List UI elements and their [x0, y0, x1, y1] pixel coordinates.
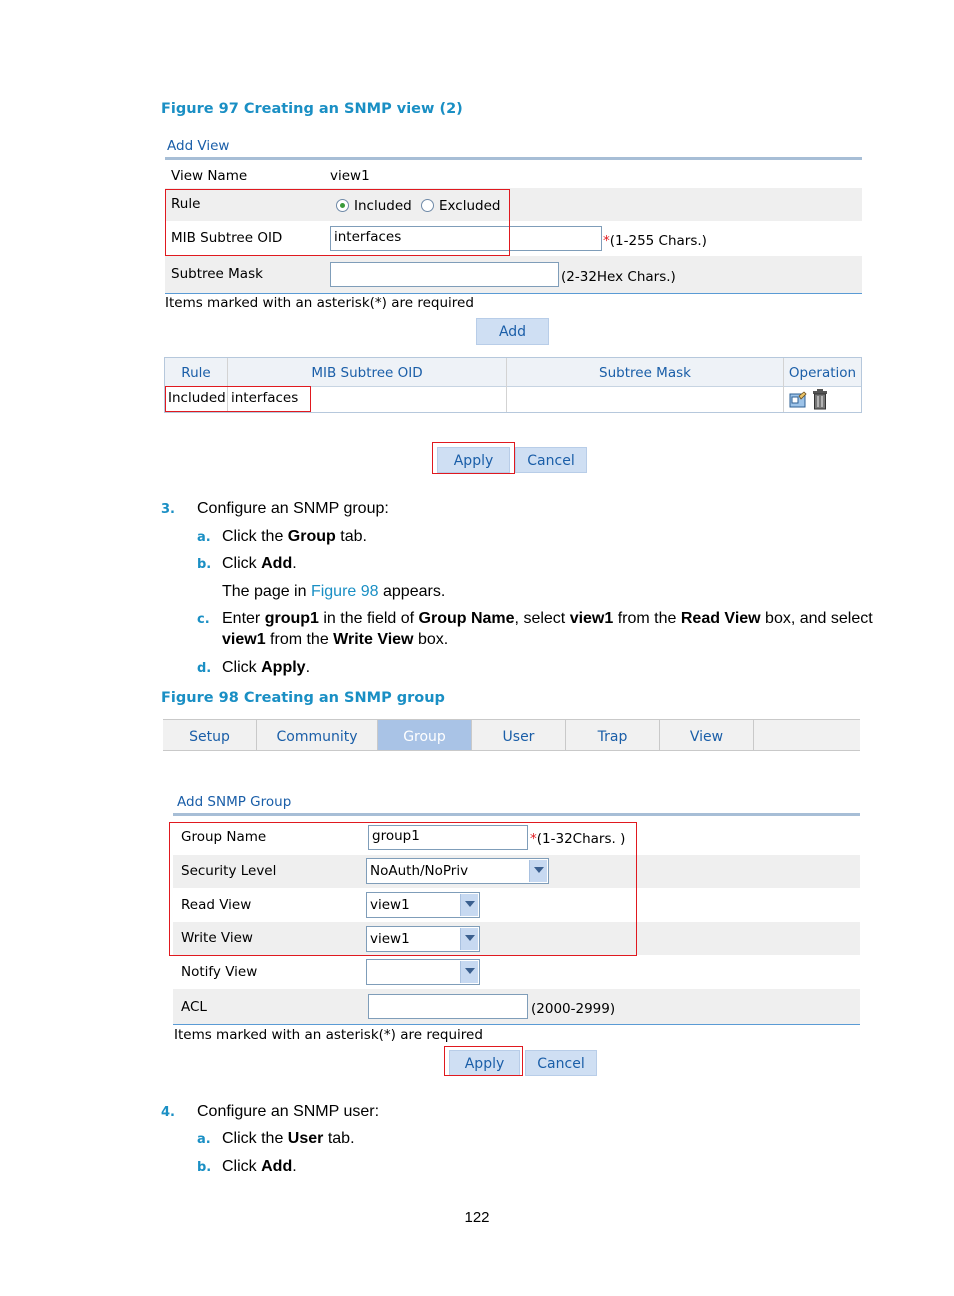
subtree-mask-label: Subtree Mask — [171, 266, 263, 282]
step-3c-text-line1: Enter group1 in the field of Group Name, select view1 from the Read View box, and select — [222, 610, 873, 627]
tab-view[interactable]: View — [660, 720, 754, 750]
step-3d-text: Click Apply. — [222, 659, 311, 676]
mib-subtree-label: MIB Subtree OID — [171, 230, 283, 246]
th-subtree-mask: Subtree Mask — [599, 365, 691, 381]
acl-input[interactable] — [368, 994, 528, 1019]
group-name-label: Group Name — [181, 829, 267, 845]
security-level-select[interactable]: NoAuth/NoPriv — [366, 858, 549, 884]
subtree-mask-hint: (2-32Hex Chars.) — [561, 269, 676, 285]
th-operation: Operation — [788, 365, 857, 381]
section-divider — [165, 157, 862, 160]
apply-button-view[interactable]: Apply — [437, 447, 510, 473]
view-name-value: view1 — [330, 168, 370, 184]
form-bottom-divider — [165, 293, 862, 294]
th-mib-subtree: MIB Subtree OID — [311, 365, 423, 381]
step-3-number: 3. — [161, 502, 175, 517]
rule-excluded-label: Excluded — [439, 198, 501, 214]
highlight-rule-mib — [165, 189, 510, 256]
read-view-label: Read View — [181, 897, 252, 913]
security-level-label: Security Level — [181, 863, 277, 879]
step-4b-letter: b. — [197, 1160, 212, 1175]
edit-icon[interactable] — [788, 390, 808, 410]
read-view-select[interactable]: view1 — [366, 892, 480, 918]
highlight-group-fields — [169, 822, 637, 956]
apply-button-group[interactable]: Apply — [449, 1050, 520, 1076]
figure-98-caption: Figure 98 Creating an SNMP group — [161, 690, 445, 706]
notify-view-label: Notify View — [181, 964, 258, 980]
tab-user[interactable]: User — [472, 720, 566, 750]
notify-view-select[interactable] — [366, 959, 480, 985]
group-name-hint: *(1-32Chars. ) — [530, 831, 626, 847]
highlight-apply-group — [444, 1046, 523, 1076]
write-view-select[interactable]: view1 — [366, 926, 480, 952]
step-3-text: Configure an SNMP group: — [197, 500, 389, 517]
chevron-down-icon — [460, 961, 478, 983]
step-3a-text: Click the Group tab. — [222, 528, 367, 545]
tab-bar — [163, 719, 860, 751]
row-oid: interfaces — [231, 390, 299, 406]
mib-subtree-hint: *(1-255 Chars.) — [603, 233, 707, 249]
rule-label: Rule — [171, 196, 201, 212]
step-4a-text: Click the User tab. — [222, 1130, 355, 1147]
add-snmp-group-title: Add SNMP Group — [177, 794, 292, 810]
step-3a-letter: a. — [197, 530, 211, 545]
cancel-button-group[interactable]: Cancel — [525, 1050, 597, 1076]
th-rule: Rule — [181, 365, 211, 381]
step-3b-subtext: The page in Figure 98 appears. — [222, 583, 446, 600]
subtree-mask-input[interactable] — [330, 262, 559, 287]
page-number: 122 — [464, 1209, 490, 1226]
write-view-label: Write View — [181, 930, 253, 946]
add-view-title: Add View — [167, 138, 230, 154]
section-divider-2 — [173, 813, 860, 816]
step-3b-text: Click Add. — [222, 555, 297, 572]
required-note-2: Items marked with an asterisk(*) are required — [174, 1027, 483, 1043]
step-4-text: Configure an SNMP user: — [197, 1103, 380, 1120]
rule-included-label: Included — [354, 198, 412, 214]
acl-label: ACL — [181, 999, 207, 1015]
tab-group[interactable]: Group — [378, 720, 472, 750]
step-3d-letter: d. — [197, 661, 212, 676]
figure-97-caption: Figure 97 Creating an SNMP view (2) — [161, 101, 463, 117]
step-3b-letter: b. — [197, 557, 212, 572]
form-bottom-divider-2 — [173, 1024, 860, 1025]
row-rule: Included — [168, 390, 226, 406]
step-3c-letter: c. — [197, 612, 210, 627]
delete-icon[interactable] — [812, 389, 828, 410]
view-name-label: View Name — [171, 168, 248, 184]
cancel-button-view[interactable]: Cancel — [515, 447, 587, 473]
tab-trap[interactable]: Trap — [566, 720, 660, 750]
mib-subtree-input[interactable]: interfaces — [330, 226, 602, 251]
highlight-apply-view — [432, 442, 515, 474]
step-4b-text: Click Add. — [222, 1158, 297, 1175]
step-4-number: 4. — [161, 1105, 175, 1120]
group-name-input[interactable]: group1 — [368, 825, 528, 850]
tab-community[interactable]: Community — [257, 720, 378, 750]
highlight-table-row — [165, 386, 311, 412]
figure-98-link[interactable]: Figure 98 — [310, 583, 379, 600]
tab-setup[interactable]: Setup — [163, 720, 257, 750]
step-4a-letter: a. — [197, 1132, 211, 1147]
step-3c-text-line2: view1 from the Write View box. — [222, 631, 449, 648]
acl-hint: (2000-2999) — [531, 1001, 616, 1017]
add-button[interactable]: Add — [476, 318, 549, 345]
required-note: Items marked with an asterisk(*) are required — [165, 295, 474, 311]
